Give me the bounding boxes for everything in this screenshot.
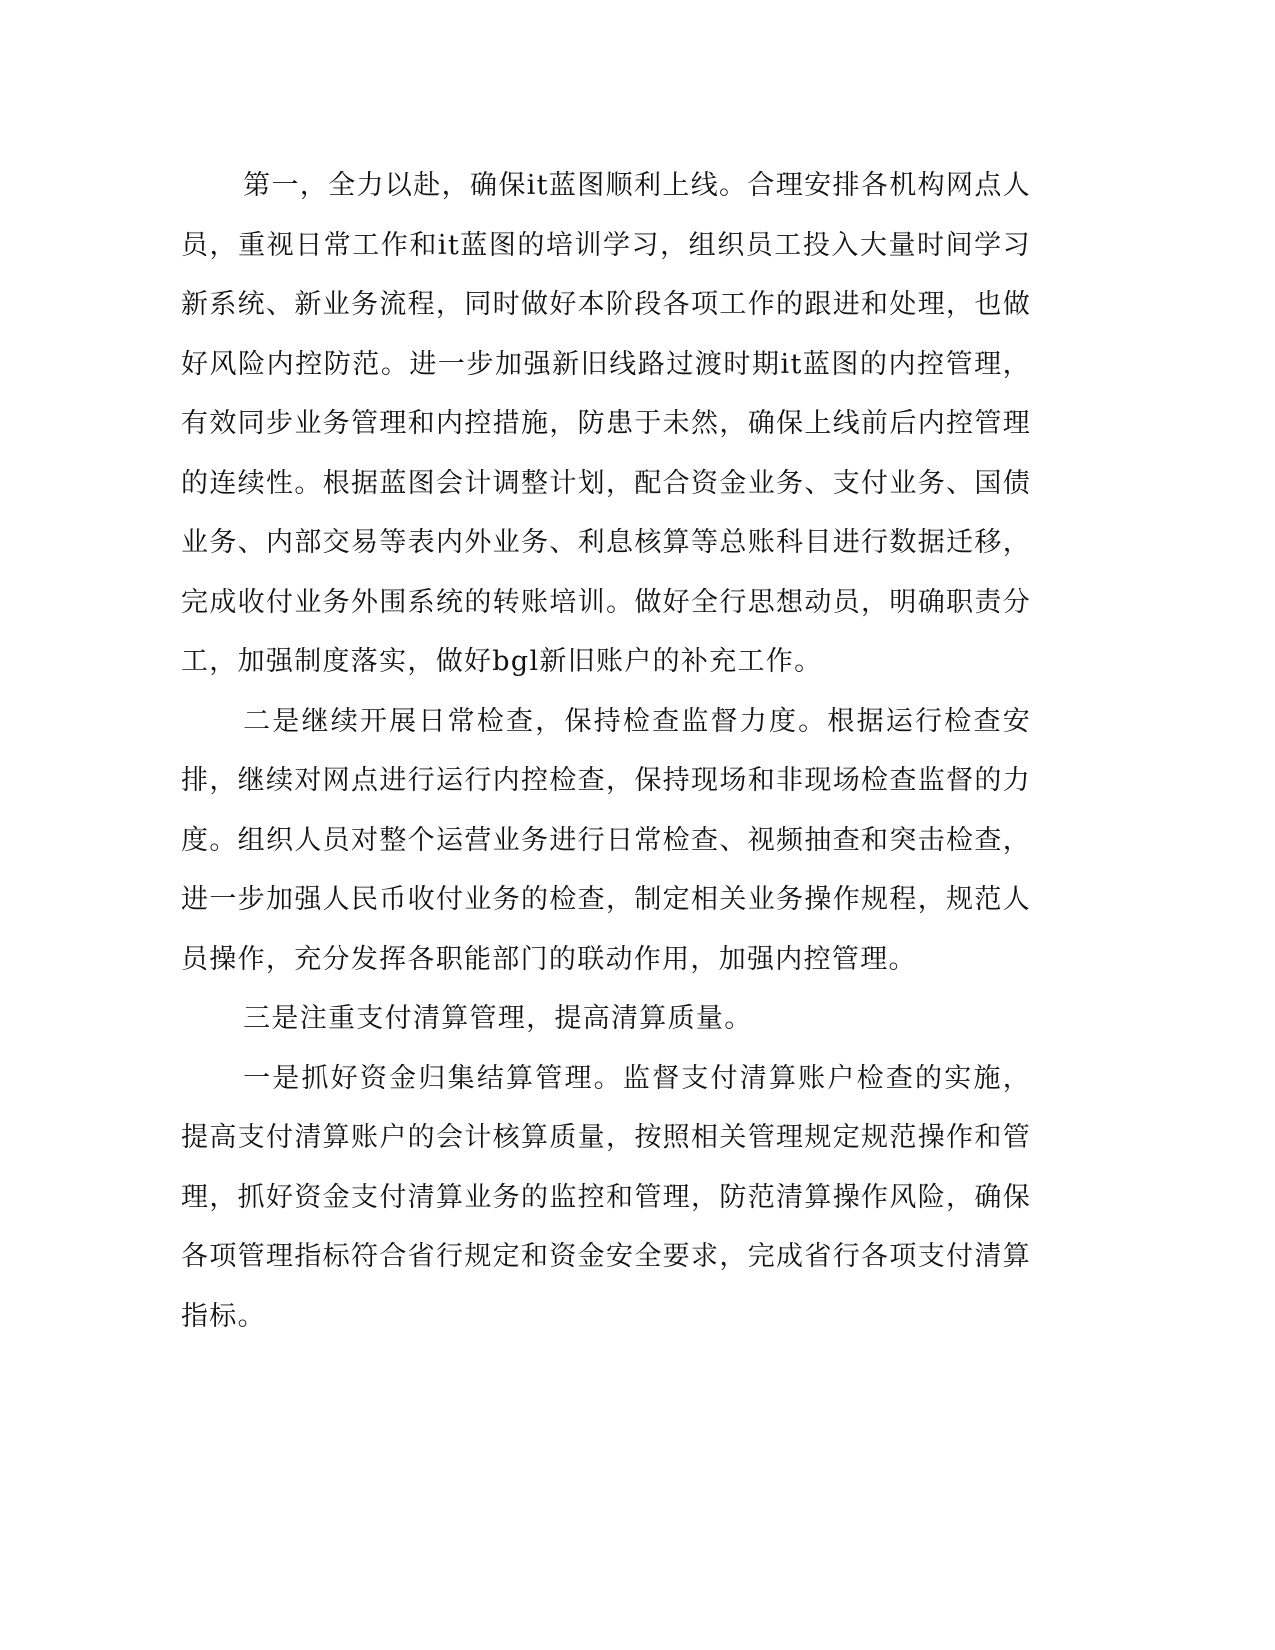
paragraph-daily-inspection: 二是继续开展日常检查，保持检查监督力度。根据运行检查安排，继续对网点进行运行内控检查，保持现场和非现场检查监督的力度。组织人员对整个运营业务进行日常检查、视频抽查和突击检查，进一步加强人民币收付业务的检查，制定相关业务操作规程，规范人员操作，充分发挥各职能部门的联动作用，加强内控管理。	[181, 705, 1031, 975]
document-body	[181, 156, 1031, 1346]
paragraph-fund-settlement: 一是抓好资金归集结算管理。监督支付清算账户检查的实施，提高支付清算账户的会计核算质量，按照相关管理规定规范操作和管理，抓好资金支付清算业务的监控和管理，防范清算操作风险，确保各项管理指标符合省行规定和资金安全要求，完成省行各项支付清算指标。	[181, 1062, 1031, 1332]
paragraph-payment-clearing-heading: 三是注重支付清算管理，提高清算质量。	[243, 1003, 753, 1034]
paragraph-it-blueprint: 第一，全力以赴，确保it蓝图顺利上线。合理安排各机构网点人员，重视日常工作和it蓝图的培训学习，组织员工投入大量时间学习新系统、新业务流程，同时做好本阶段各项工作的跟进和处理，也做好风险内控防范。进一步加强新旧线路过渡时期it蓝图的内控管理，有效同步业务管理和内控措施，防患于未然，确保上线前后内控管理的连续性。根据蓝图会计调整计划，配合资金业务、支付业务、国债业务、内部交易等表内外业务、利息核算等总账科目进行数据迁移，完成收付业务外围系统的转账培训。做好全行思想动员，明确职责分工，加强制度落实，做好bgl新旧账户的补充工作。	[181, 170, 1031, 677]
